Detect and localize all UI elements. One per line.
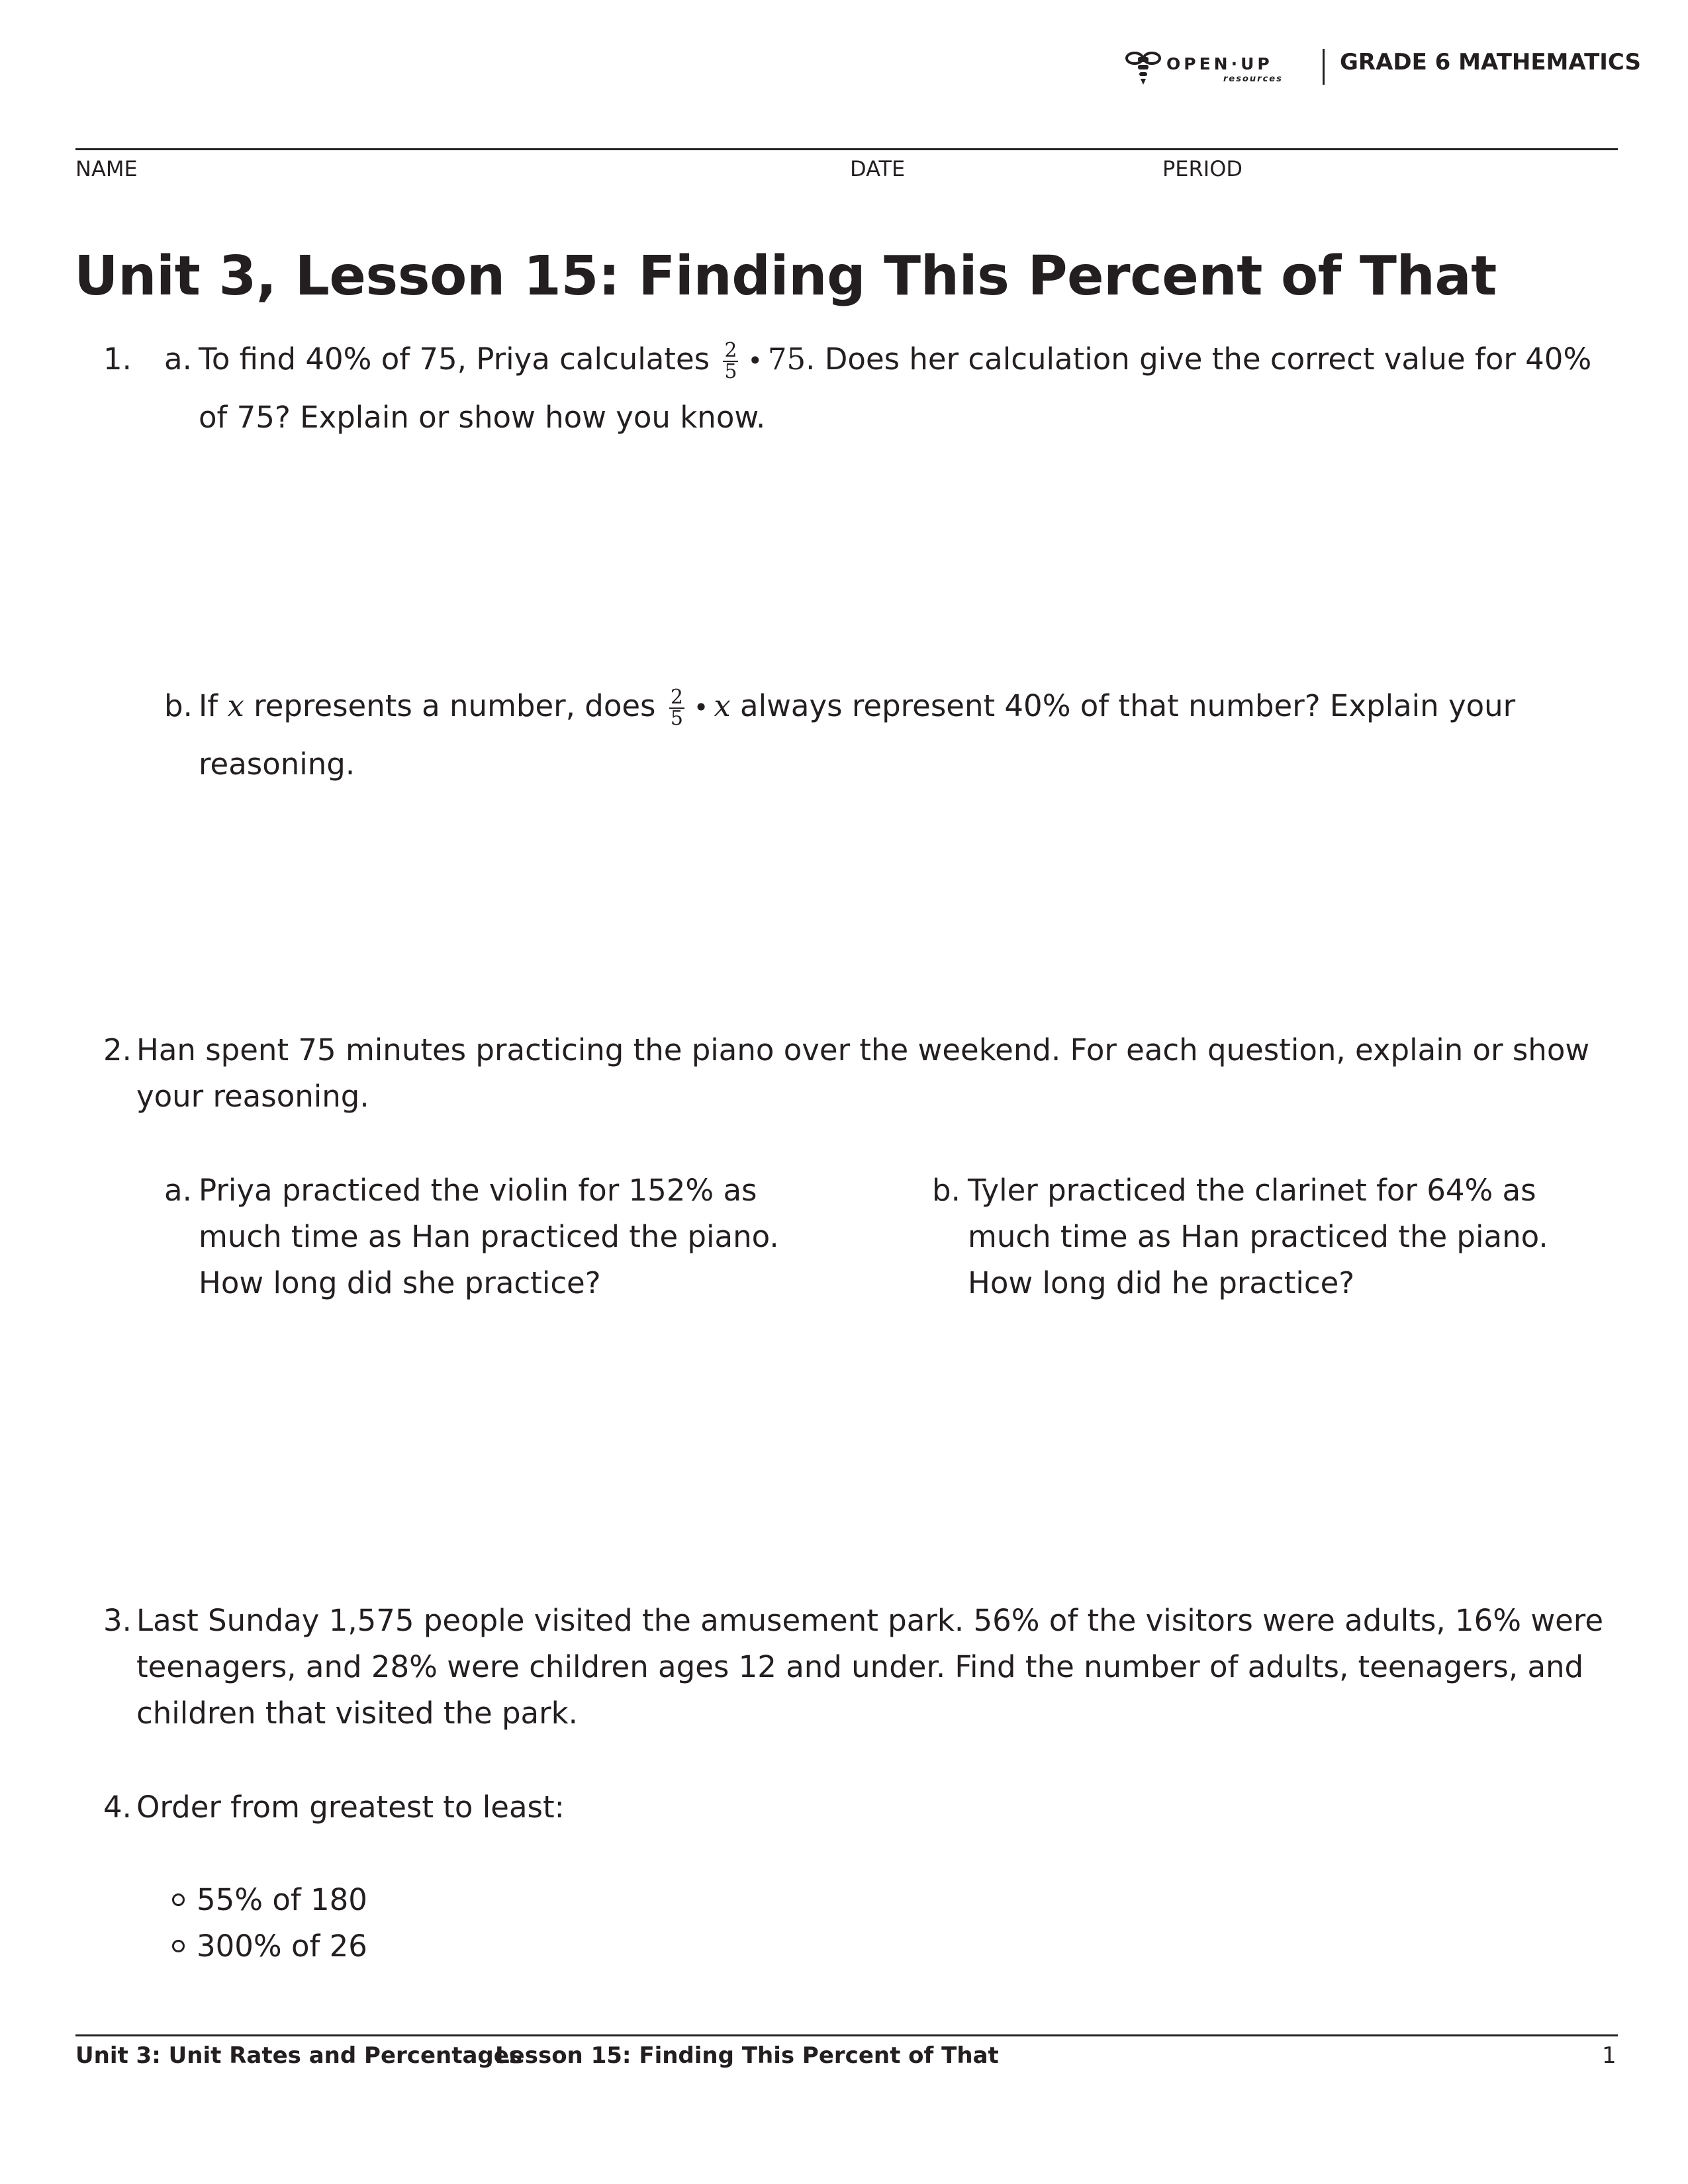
fraction-numerator: 2 <box>670 686 683 709</box>
question-2b-text: Tyler practiced the clarinet for 64% as much time as Han practiced the piano. How long did he practice? <box>968 1173 1548 1300</box>
question-1a-text <box>199 331 1609 446</box>
hollow-bullet-icon <box>172 1893 185 1906</box>
q1b-part: always represent 40% of that number? Explain your reasoning. <box>199 688 1516 782</box>
fraction <box>723 341 738 382</box>
date-field-label: DATE <box>850 156 906 181</box>
fraction-numerator: 2 <box>724 339 737 362</box>
footer-rule <box>75 2034 1618 2036</box>
period-field-label: PERIOD <box>1162 156 1243 181</box>
subquestion-letter: b. <box>164 688 193 723</box>
subject-label: GRADE 6 MATHEMATICS <box>1340 49 1641 75</box>
footer-lesson: Lesson 15: Finding This Percent of That <box>495 2042 999 2069</box>
multiply-dot: • <box>693 693 709 722</box>
page-title: Unit 3, Lesson 15: Finding This Percent of That <box>74 245 1497 308</box>
logo-subtext: resources <box>1223 74 1283 84</box>
list-item-text: 55% of 180 <box>197 1882 367 1917</box>
logo-wordmark: OPEN·UP <box>1166 54 1273 73</box>
subquestion-letter: b. <box>932 1173 961 1208</box>
bee-icon <box>1125 49 1161 87</box>
fraction <box>669 688 684 729</box>
q1a-part: To find 40% of 75, Priya calculates <box>199 341 710 377</box>
question-4-text: Order from greatest to least: <box>136 1790 565 1825</box>
question-number: 4. <box>103 1790 132 1825</box>
header-rule <box>75 148 1618 150</box>
question-1b-text <box>199 678 1523 793</box>
subquestion-letter: a. <box>164 341 192 377</box>
fraction-denominator: 5 <box>724 360 737 383</box>
question-2-text: Han spent 75 minutes practicing the piano over the weekend. For each question, explain or show your reasoning. <box>136 1032 1590 1114</box>
question-3-text: Last Sunday 1,575 people visited the amusement park. 56% of the visitors were adults, 16% were teenagers, and 28% were children ages 12 and under. Find the number of adults, teenagers, and children that visited the park. <box>136 1603 1604 1731</box>
header-divider <box>1323 49 1325 85</box>
subquestion-letter: a. <box>164 1173 192 1208</box>
question-number: 2. <box>103 1032 132 1068</box>
hollow-bullet-icon <box>172 1940 185 1952</box>
multiply-dot: • <box>747 346 763 375</box>
name-field-label: NAME <box>75 156 138 181</box>
math-variable: x <box>714 688 731 723</box>
math-number: 75 <box>767 341 806 377</box>
open-up-resources-logo <box>1125 46 1297 89</box>
list-item <box>172 1877 367 1923</box>
math-variable: x <box>227 688 244 723</box>
q1b-part: represents a number, does <box>254 688 656 723</box>
question-2a-text: Priya practiced the violin for 152% as much time as Han practiced the piano. How long did she practice? <box>199 1173 779 1300</box>
q1b-part: If <box>199 688 218 723</box>
fraction-denominator: 5 <box>670 707 683 730</box>
q1a-part: . Does her calculation give the correct value for 40% of 75? Explain or show how you know. <box>199 341 1592 435</box>
question-number: 3. <box>103 1603 132 1638</box>
footer-unit: Unit 3: Unit Rates and Percentages <box>75 2042 523 2069</box>
question-number: 1. <box>103 341 132 377</box>
list-item-text: 300% of 26 <box>197 1929 367 1964</box>
list-item <box>172 1923 367 1970</box>
page-number: 1 <box>1602 2042 1617 2069</box>
